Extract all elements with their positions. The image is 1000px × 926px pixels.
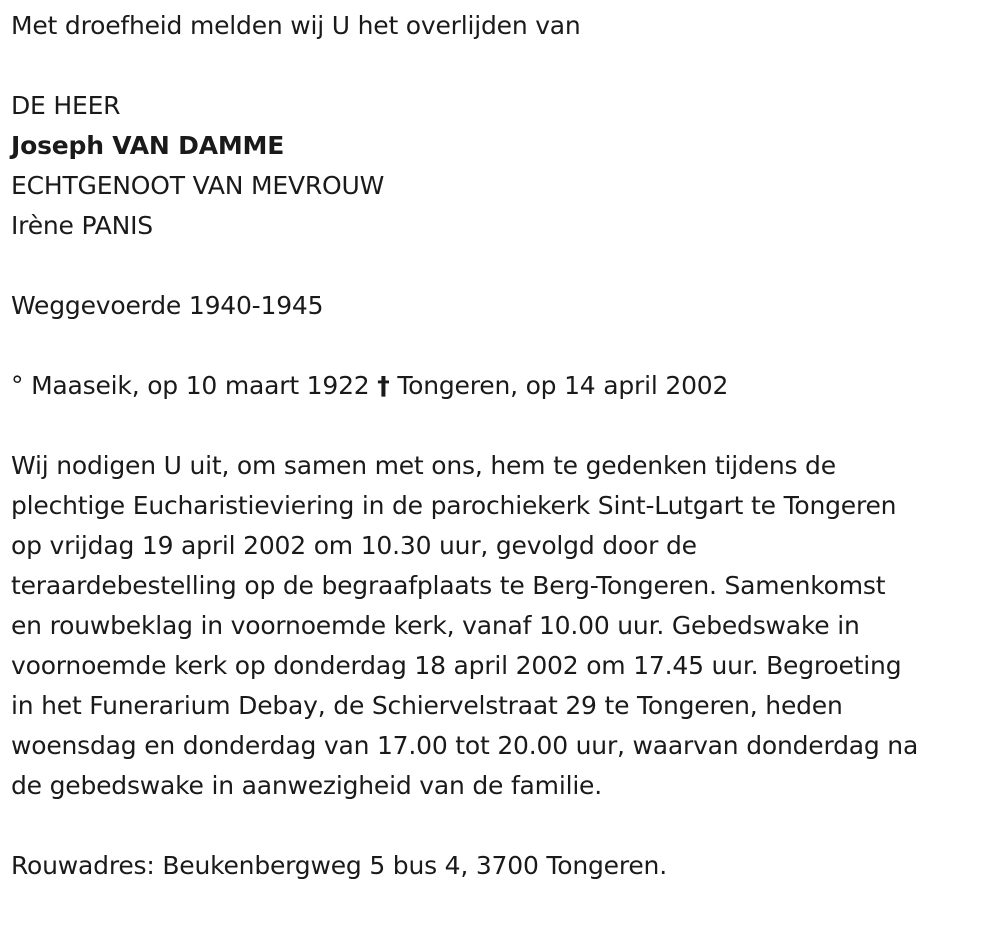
paragraph-line: en rouwbeklag in voornoemde kerk, vanaf 10.00 uur. Gebedswake in bbox=[11, 611, 860, 640]
paragraph-line: in het Funerarium Debay, de Schiervelstraat 29 te Tongeren, heden bbox=[11, 691, 843, 720]
paragraph-line: woensdag en donderdag van 17.00 tot 20.00 uur, waarvan donderdag na bbox=[11, 731, 919, 760]
invitation-paragraph bbox=[11, 446, 989, 806]
spacer bbox=[11, 246, 1000, 286]
deceased-name: Joseph VAN DAMME bbox=[11, 131, 285, 160]
spacer bbox=[11, 806, 1000, 846]
spouse-name: Irène PANIS bbox=[11, 211, 153, 240]
paragraph-line: teraardebestelling op de begraafplaats te Berg-Tongeren. Samenkomst bbox=[11, 571, 886, 600]
title-line: DE HEER bbox=[11, 91, 121, 120]
birth-symbol: ° bbox=[11, 371, 24, 400]
birth-info: Maaseik, op 10 maart 1922 bbox=[31, 371, 370, 400]
spouse-intro: ECHTGENOOT VAN MEVROUW bbox=[11, 171, 385, 200]
status-line: Weggevoerde 1940-1945 bbox=[11, 291, 324, 320]
paragraph-line: plechtige Eucharistieviering in de parochiekerk Sint-Lutgart te Tongeren bbox=[11, 491, 897, 520]
paragraph-line: voornoemde kerk op donderdag 18 april 2002 om 17.45 uur. Begroeting bbox=[11, 651, 902, 680]
death-info: Tongeren, op 14 april 2002 bbox=[397, 371, 729, 400]
mourning-address: Rouwadres: Beukenbergweg 5 bus 4, 3700 Tongeren. bbox=[11, 851, 667, 880]
paragraph-line: de gebedswake in aanwezigheid van de familie. bbox=[11, 771, 602, 800]
paragraph-line: op vrijdag 19 april 2002 om 10.30 uur, gevolgd door de bbox=[11, 531, 697, 560]
spacer bbox=[11, 46, 1000, 86]
spacer bbox=[11, 406, 1000, 446]
birth-death-line bbox=[11, 366, 1000, 406]
paragraph-line: Wij nodigen U uit, om samen met ons, hem te gedenken tijdens de bbox=[11, 451, 836, 480]
intro-text: Met droefheid melden wij U het overlijden van bbox=[11, 11, 581, 40]
spacer bbox=[11, 326, 1000, 366]
cross-icon: † bbox=[377, 371, 390, 400]
